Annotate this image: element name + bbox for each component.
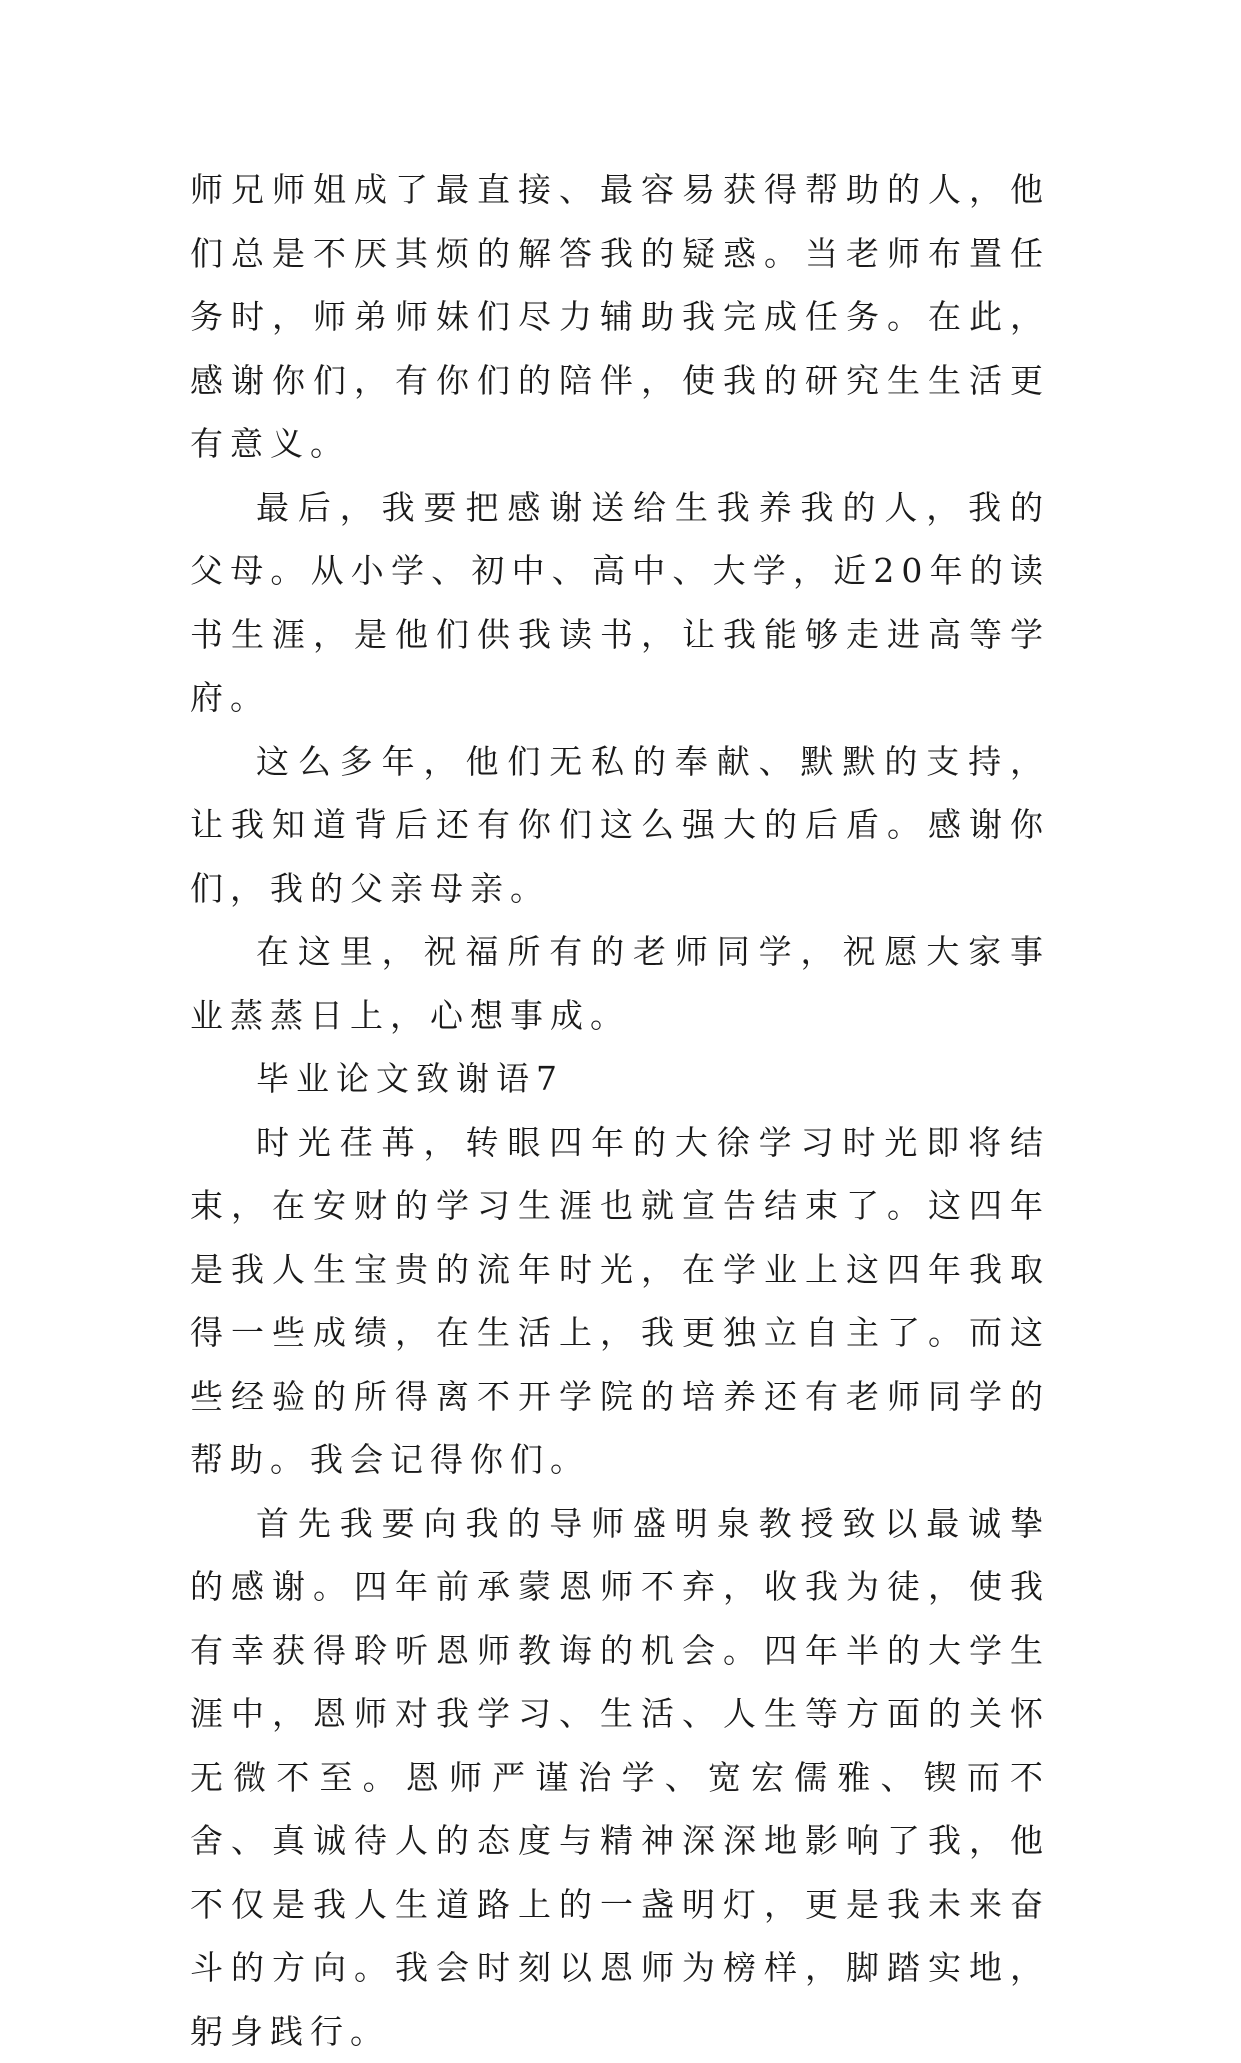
paragraph: 最后，我要把感谢送给生我养我的人，我的父母。从小学、初中、高中、大学，近20年的读书生涯，是他们供我读书，让我能够走进高等学府。 xyxy=(190,476,1050,730)
section-heading: 毕业论文致谢语7 xyxy=(190,1047,1050,1111)
paragraph: 这么多年，他们无私的奉献、默默的支持，让我知道背后还有你们这么强大的后盾。感谢你们，我的父亲母亲。 xyxy=(190,730,1050,921)
paragraph: 首先我要向我的导师盛明泉教授致以最诚挚的感谢。四年前承蒙恩师不弃，收我为徒，使我有幸获得聆听恩师教诲的机会。四年半的大学生涯中，恩师对我学习、生活、人生等方面的关怀无微不至。恩师严谨治学、宽宏儒雅、锲而不舍、真诚待人的态度与精神深深地影响了我，他不仅是我人生道路上的一盏明灯，更是我未来奋斗的方向。我会时刻以恩师为榜样，脚踏实地，躬身践行。 xyxy=(190,1492,1050,2063)
paragraph: 在这里，祝福所有的老师同学，祝愿大家事业蒸蒸日上，心想事成。 xyxy=(190,920,1050,1047)
paragraph: 时光荏苒，转眼四年的大徐学习时光即将结束，在安财的学习生涯也就宣告结束了。这四年是我人生宝贵的流年时光，在学业上这四年我取得一些成绩，在生活上，我更独立自主了。而这些经验的所得离不开学院的培养还有老师同学的帮助。我会记得你们。 xyxy=(190,1111,1050,1492)
document-body xyxy=(190,158,1050,2063)
paragraph: 师兄师姐成了最直接、最容易获得帮助的人，他们总是不厌其烦的解答我的疑惑。当老师布置任务时，师弟师妹们尽力辅助我完成任务。在此，感谢你们，有你们的陪伴，使我的研究生生活更有意义。 xyxy=(190,158,1050,476)
